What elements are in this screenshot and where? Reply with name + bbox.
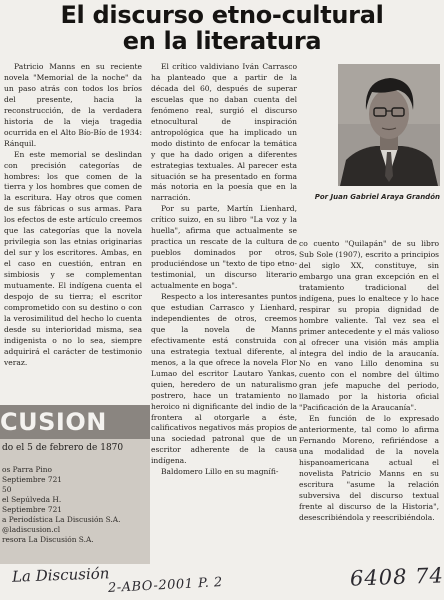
photo-caption: Por Juan Gabriel Araya Grandón: [314, 193, 440, 201]
headline-line-2: en la literatura: [122, 27, 322, 55]
masthead-line: os Parra Pino: [2, 465, 53, 474]
paragraph: En este memorial se deslindan con precisión categorías de hombres: los que comen de la tierra y los hombres que comen de la escritura. Hay otros que comen de sus fábricas o sus armas. Para los efectos de este artículo creemos que las categorías que la novela privilegia son las etnias originarias del sur y los escritores. Ambas, en el caso en cuestión, entran en simbiosis y se complementan mutuamente. El indígena cuenta el despojo de su tierra; el escritor comprometido con su destino o con la verosimilitud del hecho lo cuenta desde su interioridad misma, sea indigenista o no lo sea, siempre adquirirá el carácter de testimonio veraz.: [4, 149, 142, 367]
article-column-1: [4, 62, 142, 369]
paragraph: Patricio Manns en su reciente novela "Memorial de la noche" da un paso atrás con todos los bríos del presente, hacia la reconstrucción, de la verdadera historia de la vieja tragedia ocurrida en el Alto Bío-Bío de 1934: Ránquil.: [4, 62, 142, 148]
masthead-founded-date: do el 5 de febrero de 1870: [2, 443, 124, 453]
paragraph: Baldomero Lillo en su magnífi-: [161, 467, 279, 477]
handwritten-catalog-number: 6408 74: [349, 563, 444, 591]
masthead-line: Septiembre 721: [2, 505, 62, 514]
handwritten-date-note: 2-ABO-2001 P. 2: [107, 575, 224, 596]
author-portrait-image: [338, 64, 440, 186]
article-column-3: [299, 239, 439, 524]
masthead-title: CUSION: [0, 405, 150, 439]
masthead-line: Septiembre 721: [2, 475, 62, 484]
headline-line-1: El discurso etno-cultural: [60, 1, 384, 29]
handwritten-source-note: La Discusión: [11, 564, 110, 586]
paragraph: Por su parte, Martín Lienhard, crítico suizo, en su libro "La voz y la huella", afirma que actualmente se practica un rescate de la cultura de pueblos dominados por otros, produciéndose un "texto de tipo etno-testimonial, un discurso literario actualmente en boga".: [151, 204, 297, 291]
paragraph: El crítico valdiviano Iván Carrasco ha planteado que a partir de la década del 60, después de superar escuelas que no daban cuenta del fenómeno real, surgió el discurso etnocultural de inspiración antropológica que ha implicado un modo distinto de enfocar la temática y que ha dado origen a diferentes estrategias textuales. Al parecer esta situación se ha presentado en forma más notoria en la poesía que en la narración.: [151, 62, 297, 203]
author-photo: [338, 64, 440, 186]
paragraph: co cuento "Quilapán" de su libro Sub Sole (1907), escrito a principios del siglo XX, constituye, sin embargo una gran excepción en el tratamiento tradicional del indígena, pues lo enaltece y lo hace respirar su propia dignidad de hombre valiente. Tal vez sea el primer antecedente y el más valioso al ofrecer una visión más amplia íntegra del indio de la araucanía. No en vano Lillo denomina su cuento con el nombre del último gran jefe mapuche del periodo, llamado por la historia oficial "Pacificación de la Araucanía".: [299, 239, 439, 413]
masthead-line: a Periodística La Discusión S.A.: [2, 515, 121, 524]
newspaper-masthead-box: [0, 405, 150, 564]
headline: [0, 2, 444, 54]
masthead-line: el Sepúlveda H.: [2, 495, 62, 504]
masthead-line: @ladiscusion.cl: [2, 525, 61, 534]
article-column-2: [151, 62, 297, 478]
paragraph: Respecto a los interesantes puntos que estudian Carrasco y Lienhard, independientes de otros, creemos que la novela de Manns efectivamente está construida con una estrategia textual diferente, al menos, a la que ofrece la novela Flor Lumao del escritor Lautaro Yankas, quien, heredero de un naturalismo postrero, hace un tratamiento no heroico ni dignificante del indio de la frontera al otorgarle a éste, calificativos negativos más propios de una sociedad patronal que de un escritor adherente de la causa indígena.: [151, 292, 297, 466]
paragraph: En función de lo expresado anteriormente, tal como lo afirma Fernando Moreno, refiriéndose a una modalidad de la novela hispanoamericana actual el novelista Patricio Manns en su escritura "asume la relación subversiva del discurso textual frente al discurso de la Historia", desescribiéndola y reescribiéndola.: [299, 414, 439, 522]
masthead-line: 50: [2, 485, 12, 494]
masthead-line: resora La Discusión S.A.: [2, 535, 94, 544]
